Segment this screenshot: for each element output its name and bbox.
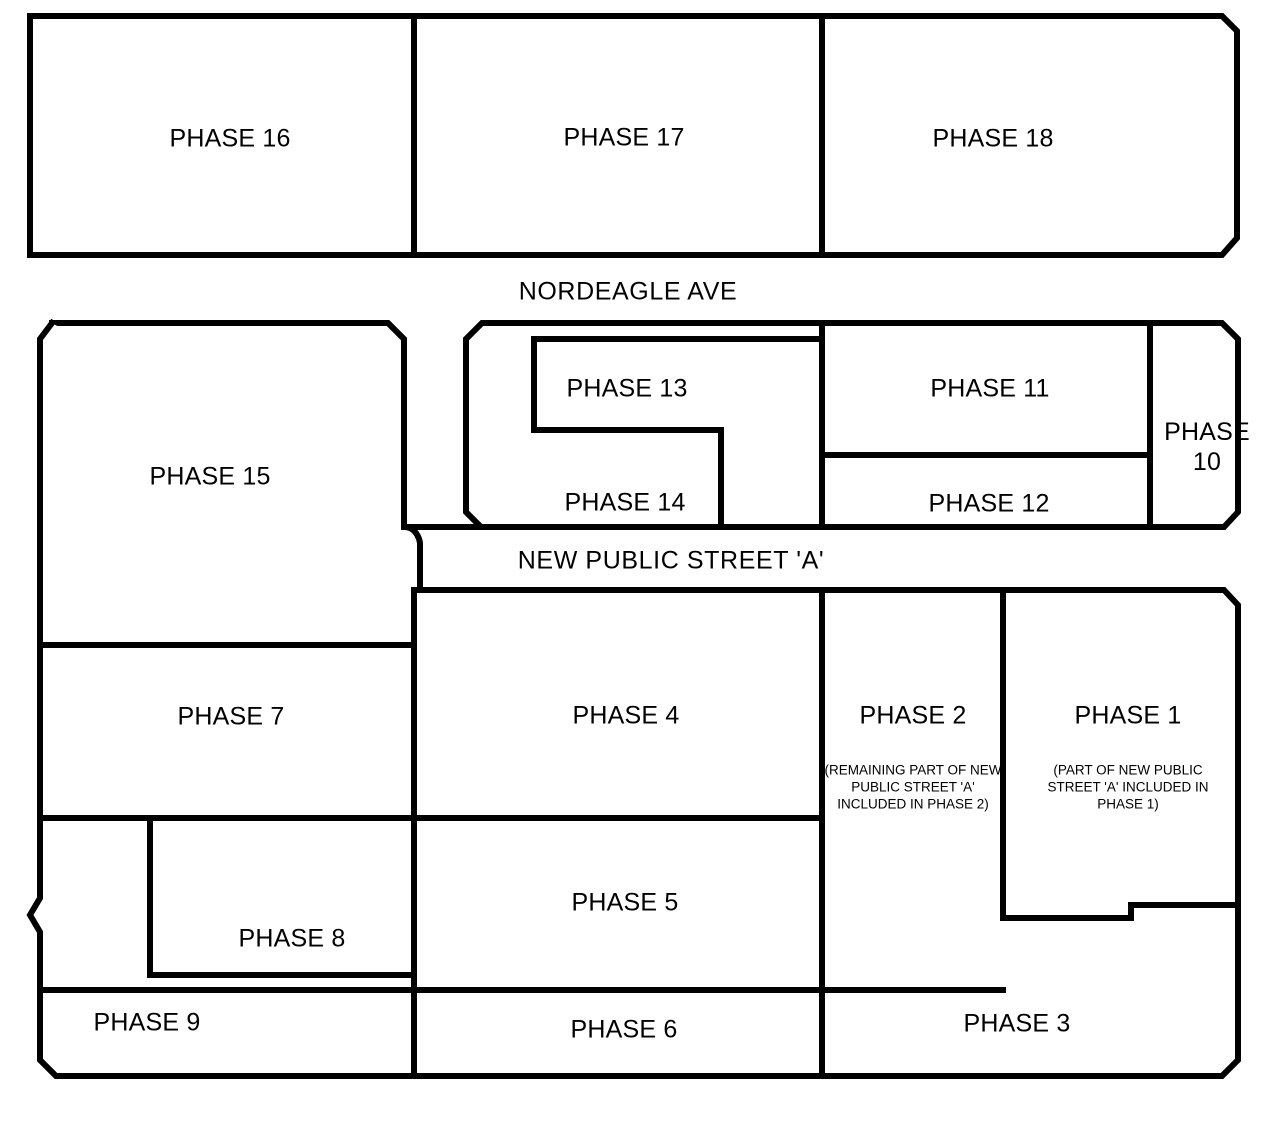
- phase-label-12: PHASE 12: [928, 489, 1050, 518]
- phase-label-9: PHASE 9: [93, 1008, 201, 1037]
- phase-2-street-note: (REMAINING PART OF NEW PUBLIC STREET 'A' INCLUDED IN PHASE 2): [824, 762, 1002, 812]
- phase-label-15: PHASE 15: [149, 462, 271, 491]
- street-label-new-public-street-a: NEW PUBLIC STREET 'A': [517, 546, 825, 575]
- phase-label-16: PHASE 16: [169, 124, 291, 153]
- phase-label-3: PHASE 3: [963, 1009, 1071, 1038]
- phase-label-6: PHASE 6: [570, 1015, 678, 1044]
- phase-label-10: PHASE 10: [1164, 418, 1250, 476]
- street-label-nordeagle-ave: NORDEAGLE AVE: [518, 277, 738, 306]
- phase-label-7: PHASE 7: [177, 702, 285, 731]
- phase-label-2: PHASE 2: [859, 701, 967, 730]
- phase-label-13: PHASE 13: [566, 374, 688, 403]
- phase-label-1: PHASE 1: [1074, 701, 1182, 730]
- phase-label-11: PHASE 11: [930, 374, 1050, 403]
- phase-label-8: PHASE 8: [238, 924, 346, 953]
- phase-label-14: PHASE 14: [564, 488, 686, 517]
- phase-1-street-note: (PART OF NEW PUBLIC STREET 'A' INCLUDED IN PHASE 1): [1047, 762, 1209, 812]
- phase-label-5: PHASE 5: [571, 888, 679, 917]
- phase-label-18: PHASE 18: [932, 124, 1054, 153]
- phase-label-17: PHASE 17: [563, 123, 685, 152]
- phase-label-4: PHASE 4: [572, 701, 680, 730]
